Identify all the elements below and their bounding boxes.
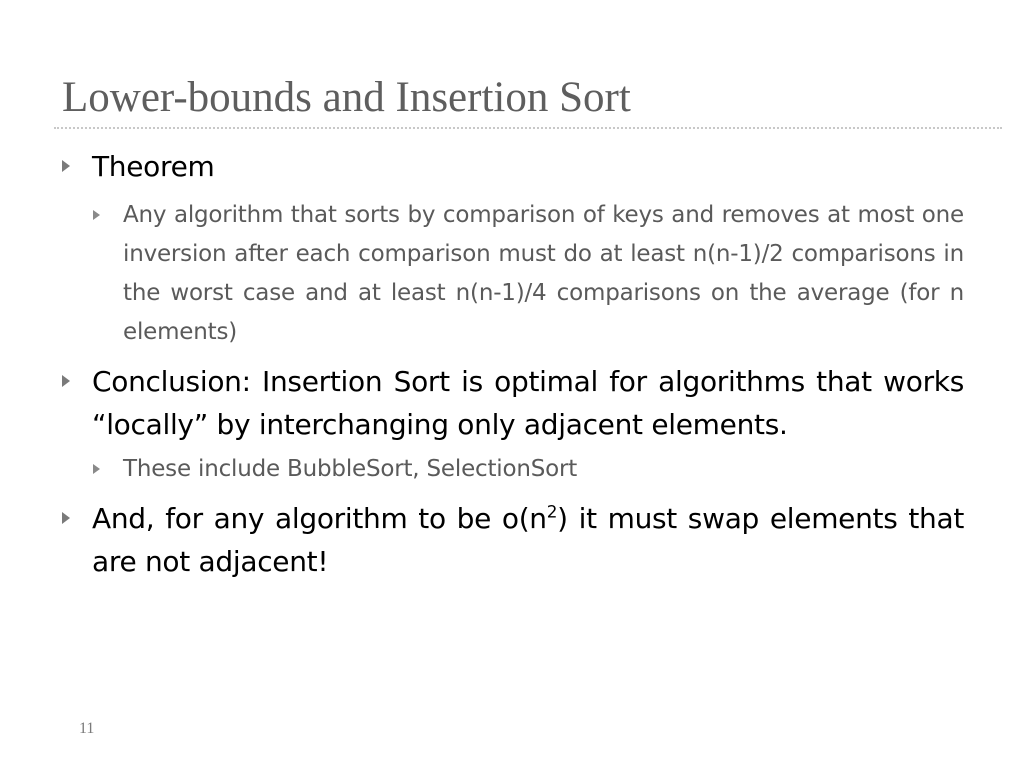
bullet-text: Theorem bbox=[92, 150, 215, 183]
bullet-arrow-icon bbox=[62, 160, 70, 172]
bullet-conclusion bbox=[62, 360, 964, 446]
sub-bullet-text: Any algorithm that sorts by comparison of keys and removes at most one inversion after each comparison must do at least n(n-1)/2 comparisons in the worst case and at least n(n-1)/4 comparisons on the average (for n elements) bbox=[123, 202, 964, 345]
sub-bullet-text: These include BubbleSort, SelectionSort bbox=[123, 456, 578, 482]
sub-bullet-arrow-icon bbox=[93, 464, 100, 474]
title-divider bbox=[54, 127, 1002, 129]
slide-number: 11 bbox=[79, 720, 95, 737]
bullet-swap-nonadjacent bbox=[62, 497, 964, 583]
bullet-arrow-icon bbox=[62, 512, 70, 524]
bullet-text: Conclusion: Insertion Sort is optimal for algorithms that works “locally” by interchanging only adjacent elements. bbox=[92, 365, 964, 441]
bullet-theorem bbox=[62, 145, 964, 188]
sub-bullet-examples bbox=[93, 450, 964, 489]
sub-bullet-theorem-statement bbox=[93, 196, 964, 352]
bullet-text-before-superscript: And, for any algorithm to be o(n bbox=[92, 502, 547, 535]
bullet-text-after-superscript: ) it must swap elements that are not adjacent! bbox=[92, 502, 964, 578]
slide-content bbox=[62, 145, 964, 583]
bullet-arrow-icon bbox=[62, 375, 70, 387]
sub-bullet-arrow-icon bbox=[93, 210, 100, 220]
slide-title: Lower-bounds and Insertion Sort bbox=[62, 74, 631, 121]
superscript-exponent: 2 bbox=[546, 501, 558, 522]
